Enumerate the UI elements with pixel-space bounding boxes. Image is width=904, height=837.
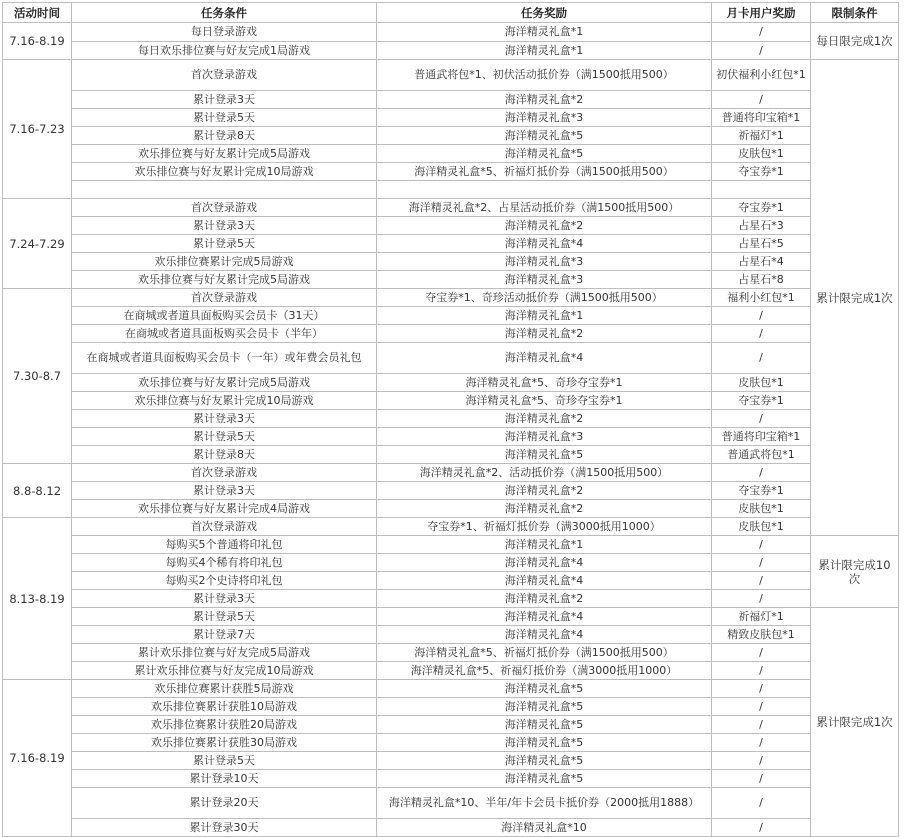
table-row	[3, 217, 899, 235]
condition-cell: 欢乐排位赛累计获胜5局游戏	[72, 680, 377, 698]
condition-cell: 在商城或者道具面板购买会员卡（半年）	[72, 325, 377, 343]
card-reward-cell: 普通将印宝箱*1	[712, 428, 811, 446]
condition-cell: 每购买5个普通将印礼包	[72, 536, 377, 554]
table-row	[3, 482, 899, 500]
condition-cell: 累计登录8天	[72, 127, 377, 145]
card-reward-cell	[712, 181, 811, 199]
header-row	[3, 3, 899, 23]
card-reward-cell: 普通将印宝箱*1	[712, 109, 811, 127]
table-row	[3, 590, 899, 608]
condition-cell: 欢乐排位赛与好友累计完成10局游戏	[72, 392, 377, 410]
limit-cell: 累计限完成1次	[811, 60, 899, 536]
table-row	[3, 428, 899, 446]
condition-cell: 累计登录5天	[72, 428, 377, 446]
table-row	[3, 716, 899, 734]
table-row	[3, 788, 899, 819]
card-reward-cell: /	[712, 536, 811, 554]
card-reward-cell: 福利小红包*1	[712, 289, 811, 307]
condition-cell: 累计登录5天	[72, 752, 377, 770]
card-reward-cell: 占星石*5	[712, 235, 811, 253]
table-row	[3, 91, 899, 109]
table-row	[3, 446, 899, 464]
card-reward-cell: /	[712, 819, 811, 837]
condition-cell: 在商城或者道具面板购买会员卡（31天）	[72, 307, 377, 325]
reward-cell: 海洋精灵礼盒*10、半年/年卡会员卡抵价券（2000抵用1888）	[377, 788, 712, 819]
card-reward-cell: 皮肤包*1	[712, 145, 811, 163]
card-reward-cell: /	[712, 752, 811, 770]
reward-cell: 海洋精灵礼盒*4	[377, 235, 712, 253]
table-row	[3, 500, 899, 518]
reward-cell: 海洋精灵礼盒*1	[377, 42, 712, 60]
condition-cell: 欢乐排位赛累计获胜20局游戏	[72, 716, 377, 734]
condition-cell: 累计登录3天	[72, 217, 377, 235]
card-reward-cell: 皮肤包*1	[712, 500, 811, 518]
card-reward-cell: /	[712, 91, 811, 109]
reward-cell: 海洋精灵礼盒*1	[377, 23, 712, 42]
condition-cell: 累计登录10天	[72, 770, 377, 788]
reward-cell: 海洋精灵礼盒*5	[377, 127, 712, 145]
condition-cell: 首次登录游戏	[72, 60, 377, 91]
reward-cell: 海洋精灵礼盒*4	[377, 608, 712, 626]
condition-cell: 欢乐排位赛与好友累计完成5局游戏	[72, 374, 377, 392]
table-row	[3, 536, 899, 554]
table-row	[3, 145, 899, 163]
card-reward-cell: /	[712, 307, 811, 325]
table-row	[3, 662, 899, 680]
table-row	[3, 392, 899, 410]
limit-cell: 累计限完成1次	[811, 608, 899, 837]
reward-cell: 海洋精灵礼盒*5	[377, 716, 712, 734]
table-row	[3, 734, 899, 752]
card-reward-cell: 祈福灯*1	[712, 608, 811, 626]
activity-table	[2, 2, 899, 837]
card-reward-cell: 精致皮肤包*1	[712, 626, 811, 644]
condition-cell: 每购买2个史诗将印礼包	[72, 572, 377, 590]
reward-cell: 海洋精灵礼盒*5	[377, 770, 712, 788]
table-row	[3, 644, 899, 662]
reward-cell: 海洋精灵礼盒*3	[377, 253, 712, 271]
condition-cell: 累计登录20天	[72, 788, 377, 819]
card-reward-cell: /	[712, 464, 811, 482]
reward-cell: 海洋精灵礼盒*5	[377, 446, 712, 464]
period-time-cell: 7.24-7.29	[3, 199, 72, 289]
reward-cell: 海洋精灵礼盒*1	[377, 536, 712, 554]
limit-cell: 累计限完成10次	[811, 536, 899, 608]
table-row	[3, 343, 899, 374]
table-row	[3, 307, 899, 325]
reward-cell: 海洋精灵礼盒*10	[377, 819, 712, 837]
card-reward-cell: /	[712, 343, 811, 374]
condition-cell: 欢乐排位赛累计获胜10局游戏	[72, 698, 377, 716]
reward-cell: 海洋精灵礼盒*5	[377, 752, 712, 770]
header-task-condition: 任务条件	[72, 3, 377, 23]
card-reward-cell: /	[712, 680, 811, 698]
reward-cell: 海洋精灵礼盒*2	[377, 410, 712, 428]
card-reward-cell: /	[712, 644, 811, 662]
table-row	[3, 770, 899, 788]
condition-cell: 累计欢乐排位赛与好友完成10局游戏	[72, 662, 377, 680]
card-reward-cell: 占星石*3	[712, 217, 811, 235]
card-reward-cell: /	[712, 662, 811, 680]
header-activity-time: 活动时间	[3, 3, 72, 23]
condition-cell: 首次登录游戏	[72, 518, 377, 536]
reward-cell: 夺宝券*1、奇珍活动抵价券（满1500抵用500）	[377, 289, 712, 307]
reward-cell: 海洋精灵礼盒*2	[377, 482, 712, 500]
card-reward-cell: /	[712, 770, 811, 788]
reward-cell: 海洋精灵礼盒*5、祈福灯抵价券（满1500抵用500）	[377, 644, 712, 662]
condition-cell: 累计登录30天	[72, 819, 377, 837]
reward-cell: 海洋精灵礼盒*4	[377, 554, 712, 572]
card-reward-cell: /	[712, 716, 811, 734]
table-row	[3, 235, 899, 253]
condition-cell	[72, 181, 377, 199]
condition-cell: 累计欢乐排位赛与好友完成5局游戏	[72, 644, 377, 662]
condition-cell: 累计登录8天	[72, 446, 377, 464]
condition-cell: 累计登录3天	[72, 590, 377, 608]
table-row	[3, 163, 899, 181]
card-reward-cell: 祈福灯*1	[712, 127, 811, 145]
condition-cell: 首次登录游戏	[72, 199, 377, 217]
period-time-cell: 8.13-8.19	[3, 518, 72, 680]
reward-cell: 海洋精灵礼盒*2	[377, 91, 712, 109]
card-reward-cell: 占星石*4	[712, 253, 811, 271]
header-monthly-card-reward: 月卡用户奖励	[712, 3, 811, 23]
table-row	[3, 554, 899, 572]
table-row	[3, 626, 899, 644]
reward-cell: 海洋精灵礼盒*5	[377, 698, 712, 716]
table-row	[3, 680, 899, 698]
card-reward-cell: /	[712, 590, 811, 608]
condition-cell: 欢乐排位赛与好友累计完成4局游戏	[72, 500, 377, 518]
reward-cell: 海洋精灵礼盒*5	[377, 680, 712, 698]
period-time-cell: 7.16-7.23	[3, 60, 72, 199]
card-reward-cell: 占星石*8	[712, 271, 811, 289]
table-row	[3, 42, 899, 60]
condition-cell: 首次登录游戏	[72, 464, 377, 482]
card-reward-cell: 初伏福利小红包*1	[712, 60, 811, 91]
table-row	[3, 752, 899, 770]
card-reward-cell: /	[712, 410, 811, 428]
reward-cell: 夺宝券*1、祈福灯抵价券（满3000抵用1000）	[377, 518, 712, 536]
card-reward-cell: /	[712, 572, 811, 590]
table-row	[3, 572, 899, 590]
reward-cell: 海洋精灵礼盒*4	[377, 343, 712, 374]
table-row	[3, 819, 899, 837]
condition-cell: 累计登录5天	[72, 608, 377, 626]
table-row	[3, 374, 899, 392]
reward-cell: 海洋精灵礼盒*5、祈福灯抵价券（满1500抵用500）	[377, 163, 712, 181]
table-row	[3, 127, 899, 145]
table-row	[3, 181, 899, 199]
condition-cell: 累计登录5天	[72, 235, 377, 253]
card-reward-cell: /	[712, 23, 811, 42]
card-reward-cell: /	[712, 42, 811, 60]
reward-cell: 海洋精灵礼盒*5	[377, 734, 712, 752]
card-reward-cell: 夺宝券*1	[712, 199, 811, 217]
table-row	[3, 271, 899, 289]
period-time-cell: 7.16-8.19	[3, 23, 72, 60]
card-reward-cell: 夺宝券*1	[712, 163, 811, 181]
condition-cell: 累计登录3天	[72, 410, 377, 428]
condition-cell: 欢乐排位赛与好友累计完成5局游戏	[72, 271, 377, 289]
table-row	[3, 325, 899, 343]
table-row	[3, 199, 899, 217]
condition-cell: 欢乐排位赛与好友累计完成10局游戏	[72, 163, 377, 181]
reward-cell: 海洋精灵礼盒*3	[377, 109, 712, 127]
card-reward-cell: /	[712, 734, 811, 752]
period-time-cell: 7.16-8.19	[3, 680, 72, 837]
reward-cell: 海洋精灵礼盒*2、活动抵价券（满1500抵用500）	[377, 464, 712, 482]
reward-cell: 海洋精灵礼盒*2	[377, 590, 712, 608]
condition-cell: 每日登录游戏	[72, 23, 377, 42]
condition-cell: 累计登录3天	[72, 482, 377, 500]
table-row	[3, 410, 899, 428]
reward-cell: 海洋精灵礼盒*5、奇珍夺宝券*1	[377, 374, 712, 392]
limit-cell: 每日限完成1次	[811, 23, 899, 60]
reward-cell: 海洋精灵礼盒*1	[377, 307, 712, 325]
reward-cell: 普通武将包*1、初伏活动抵价券（满1500抵用500）	[377, 60, 712, 91]
reward-cell: 海洋精灵礼盒*4	[377, 626, 712, 644]
period-time-cell: 8.8-8.12	[3, 464, 72, 518]
card-reward-cell: 皮肤包*1	[712, 374, 811, 392]
reward-cell: 海洋精灵礼盒*5、奇珍夺宝券*1	[377, 392, 712, 410]
header-limit-condition: 限制条件	[811, 3, 899, 23]
condition-cell: 欢乐排位赛累计完成5局游戏	[72, 253, 377, 271]
condition-cell: 在商城或者道具面板购买会员卡（一年）或年费会员礼包	[72, 343, 377, 374]
table-row	[3, 518, 899, 536]
condition-cell: 欢乐排位赛与好友累计完成5局游戏	[72, 145, 377, 163]
reward-cell: 海洋精灵礼盒*2、占星活动抵价券（满1500抵用500）	[377, 199, 712, 217]
reward-cell: 海洋精灵礼盒*4	[377, 572, 712, 590]
table-row	[3, 253, 899, 271]
table-row	[3, 289, 899, 307]
header-task-reward: 任务奖励	[377, 3, 712, 23]
condition-cell: 每购买4个稀有将印礼包	[72, 554, 377, 572]
reward-cell: 海洋精灵礼盒*3	[377, 271, 712, 289]
table-row	[3, 109, 899, 127]
card-reward-cell: 普通武将包*1	[712, 446, 811, 464]
reward-cell: 海洋精灵礼盒*2	[377, 217, 712, 235]
reward-cell: 海洋精灵礼盒*2	[377, 500, 712, 518]
card-reward-cell: /	[712, 554, 811, 572]
reward-cell: 海洋精灵礼盒*2	[377, 325, 712, 343]
condition-cell: 累计登录7天	[72, 626, 377, 644]
card-reward-cell: /	[712, 788, 811, 819]
condition-cell: 欢乐排位赛累计获胜30局游戏	[72, 734, 377, 752]
condition-cell: 每日欢乐排位赛与好友完成1局游戏	[72, 42, 377, 60]
table-row	[3, 698, 899, 716]
table-row	[3, 464, 899, 482]
table-row	[3, 608, 899, 626]
card-reward-cell: 皮肤包*1	[712, 518, 811, 536]
condition-cell: 累计登录5天	[72, 109, 377, 127]
period-time-cell: 7.30-8.7	[3, 289, 72, 464]
reward-cell: 海洋精灵礼盒*5	[377, 145, 712, 163]
condition-cell: 累计登录3天	[72, 91, 377, 109]
condition-cell: 首次登录游戏	[72, 289, 377, 307]
card-reward-cell: 夺宝券*1	[712, 392, 811, 410]
card-reward-cell: /	[712, 325, 811, 343]
reward-cell	[377, 181, 712, 199]
table-row	[3, 23, 899, 42]
reward-cell: 海洋精灵礼盒*3	[377, 428, 712, 446]
reward-cell: 海洋精灵礼盒*5、祈福灯抵价券（满3000抵用1000）	[377, 662, 712, 680]
table-row	[3, 60, 899, 91]
card-reward-cell: /	[712, 698, 811, 716]
card-reward-cell: 夺宝券*1	[712, 482, 811, 500]
